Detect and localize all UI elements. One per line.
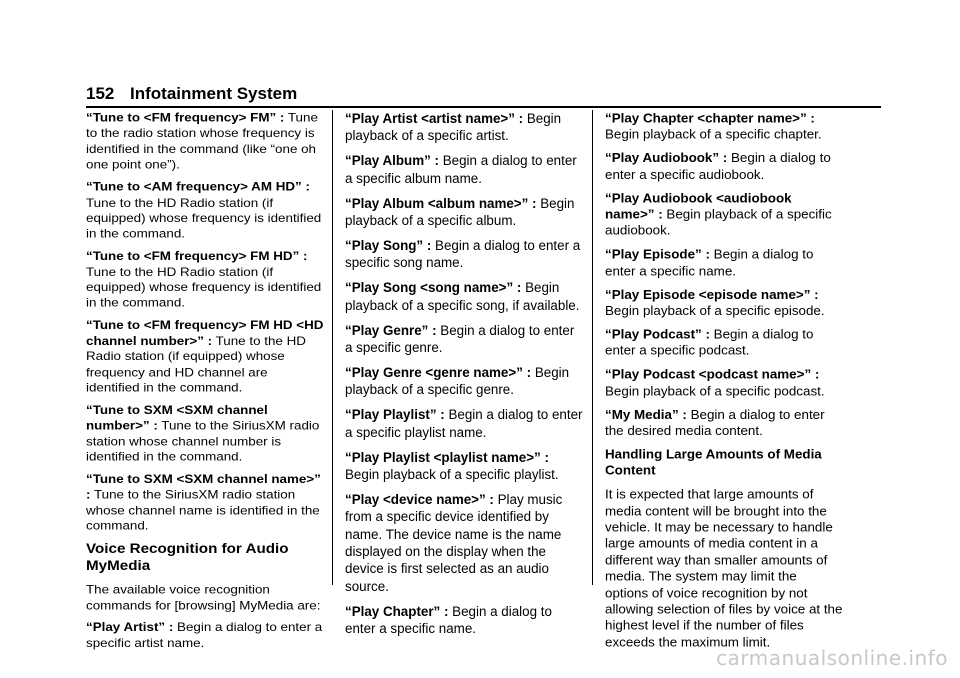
command-entry	[345, 406, 583, 441]
command-description: Begin playback of a specific genre.	[345, 364, 570, 398]
column-1	[86, 110, 324, 658]
command-entry	[605, 110, 843, 143]
watermark: carmanualsonline.info	[716, 646, 948, 670]
command-description: Begin playback of a specific song, if available.	[345, 280, 580, 313]
command-description: Tune to the SiriusXM radio station whose channel name is identified in the command.	[86, 487, 320, 533]
header-rule	[86, 106, 881, 108]
command-phrase: “Play Podcast” :	[605, 327, 710, 342]
command-description: Begin playback of a specific artist.	[345, 111, 562, 144]
command-entry	[345, 237, 583, 272]
command-entry	[605, 286, 843, 319]
command-phrase: “Play Genre <genre name>” :	[345, 364, 532, 380]
command-description: Begin playback of a specific audiobook.	[605, 207, 832, 238]
command-phrase: “Play <device name>” :	[345, 491, 494, 507]
command-description: Begin playback of a specific playlist.	[345, 466, 559, 482]
command-description: Begin a dialog to enter a specific name.	[345, 603, 552, 637]
command-phrase: “Play Artist <artist name>” :	[345, 111, 524, 126]
command-entry	[86, 471, 324, 533]
command-entry	[86, 110, 324, 172]
command-entry	[605, 246, 843, 279]
command-description: Play music from a specific device identified by name. The device name is the name displayed on the display when the device is first selected as an audio source.	[345, 491, 563, 594]
command-description: Tune to the HD Radio station (if equipped) whose frequency is identified in the command.	[86, 195, 322, 241]
command-description: Begin a dialog to enter a specific name.	[605, 247, 814, 278]
subheading: Handling Large Amounts of Media Content	[605, 447, 822, 478]
command-description: Begin a dialog to enter a specific album name.	[345, 153, 577, 186]
command-entry	[605, 150, 843, 183]
command-entry	[345, 364, 583, 399]
command-description: Begin playback of a specific episode.	[605, 303, 825, 318]
command-phrase: “Play Genre” :	[345, 322, 437, 338]
command-entry	[345, 322, 583, 357]
command-phrase: “My Media” :	[605, 407, 687, 422]
command-description: Begin a dialog to enter a specific artist name.	[86, 620, 323, 650]
command-description: Tune to the SiriusXM radio station whose channel number is identified in the command.	[86, 418, 320, 464]
command-entry	[345, 152, 583, 187]
column-3	[605, 110, 843, 658]
command-phrase: “Play Episode” :	[605, 247, 710, 262]
command-entry	[605, 366, 843, 399]
command-phrase: “Play Podcast <podcast name>” :	[605, 367, 820, 382]
command-description: Begin playback of a specific podcast.	[605, 383, 825, 398]
page-number: 152	[86, 84, 115, 103]
command-description: Tune to the HD Radio station (if equipped) whose frequency is identified in the command.	[86, 264, 322, 310]
column-2	[345, 110, 583, 645]
command-entry	[86, 248, 324, 310]
command-entry	[86, 402, 324, 464]
command-phrase: “Play Artist” :	[86, 620, 174, 635]
command-phrase: “Play Audiobook” :	[605, 150, 728, 166]
command-phrase: “Tune to SXM <SXM channel name>” :	[86, 472, 321, 502]
page-header	[86, 80, 881, 106]
command-phrase: “Play Song” :	[345, 237, 432, 253]
command-description: Begin a dialog to enter a specific genre.	[345, 322, 575, 355]
command-entry	[605, 406, 843, 439]
command-entry	[345, 491, 583, 595]
command-entry	[345, 110, 583, 145]
command-description: Begin a dialog to enter the desired media content.	[605, 407, 825, 438]
command-phrase: “Play Episode <episode name>” :	[605, 287, 819, 302]
body-paragraph: It is expected that large amounts of media content will be brought into the vehicle. It may be necessary to handle large amounts of media content in a different way than smaller amounts of media. The system may limit the options of voice recognition by not allowing selection of files by voice at the highest level if the number of files exceeds the maximum limit.	[605, 487, 843, 650]
command-description: Begin a dialog to enter a specific podcast.	[605, 327, 814, 358]
section-intro: The available voice recognition commands for [browsing] MyMedia are:	[86, 582, 321, 612]
command-description: Begin playback of a specific album.	[345, 195, 575, 229]
column-divider	[332, 110, 333, 585]
command-phrase: “Tune to <FM frequency> FM HD” :	[86, 249, 308, 263]
section-title: Infotainment System	[130, 84, 298, 103]
column-divider	[592, 110, 593, 585]
command-entry	[345, 603, 583, 638]
command-entry	[345, 195, 583, 230]
command-entry	[345, 279, 583, 314]
command-phrase: “Tune to SXM <SXM channel number>” :	[86, 403, 268, 433]
command-entry	[86, 179, 324, 241]
command-description: Begin a dialog to enter a specific playlist name.	[345, 407, 583, 440]
command-phrase: “Play Album <album name>” :	[345, 195, 537, 211]
command-description: Begin playback of a specific chapter.	[605, 127, 822, 142]
command-description: Tune to the radio station whose frequency is identified in the command (like “one oh one point one”).	[86, 110, 318, 172]
command-entry	[345, 449, 583, 484]
command-phrase: “Play Playlist <playlist name>” :	[345, 449, 549, 465]
command-phrase: “Play Song <song name>” :	[345, 280, 522, 296]
command-entry	[86, 318, 324, 396]
command-entry	[605, 190, 843, 239]
command-phrase: “Tune to <AM frequency> AM HD” :	[86, 180, 310, 194]
command-phrase: “Play Audiobook <audiobook name>” :	[605, 190, 792, 222]
command-description: Begin a dialog to enter a specific audiobook.	[605, 150, 831, 182]
command-phrase: “Play Chapter <chapter name>” :	[605, 110, 815, 126]
command-phrase: “Play Chapter” :	[345, 603, 449, 619]
command-phrase: “Tune to <FM frequency> FM” :	[86, 110, 285, 125]
command-phrase: “Tune to <FM frequency> FM HD <HD channel number>” :	[86, 318, 324, 348]
command-entry	[86, 620, 324, 651]
command-phrase: “Play Playlist” :	[345, 407, 445, 423]
section-heading: Voice Recognition for Audio MyMedia	[86, 541, 289, 574]
command-description: Begin a dialog to enter a specific song name.	[345, 237, 581, 271]
command-phrase: “Play Album” :	[345, 153, 439, 169]
command-entry	[605, 326, 843, 359]
command-description: Tune to the HD Radio station (if equipped) whose frequency and HD channel are identified in the command.	[86, 334, 306, 395]
